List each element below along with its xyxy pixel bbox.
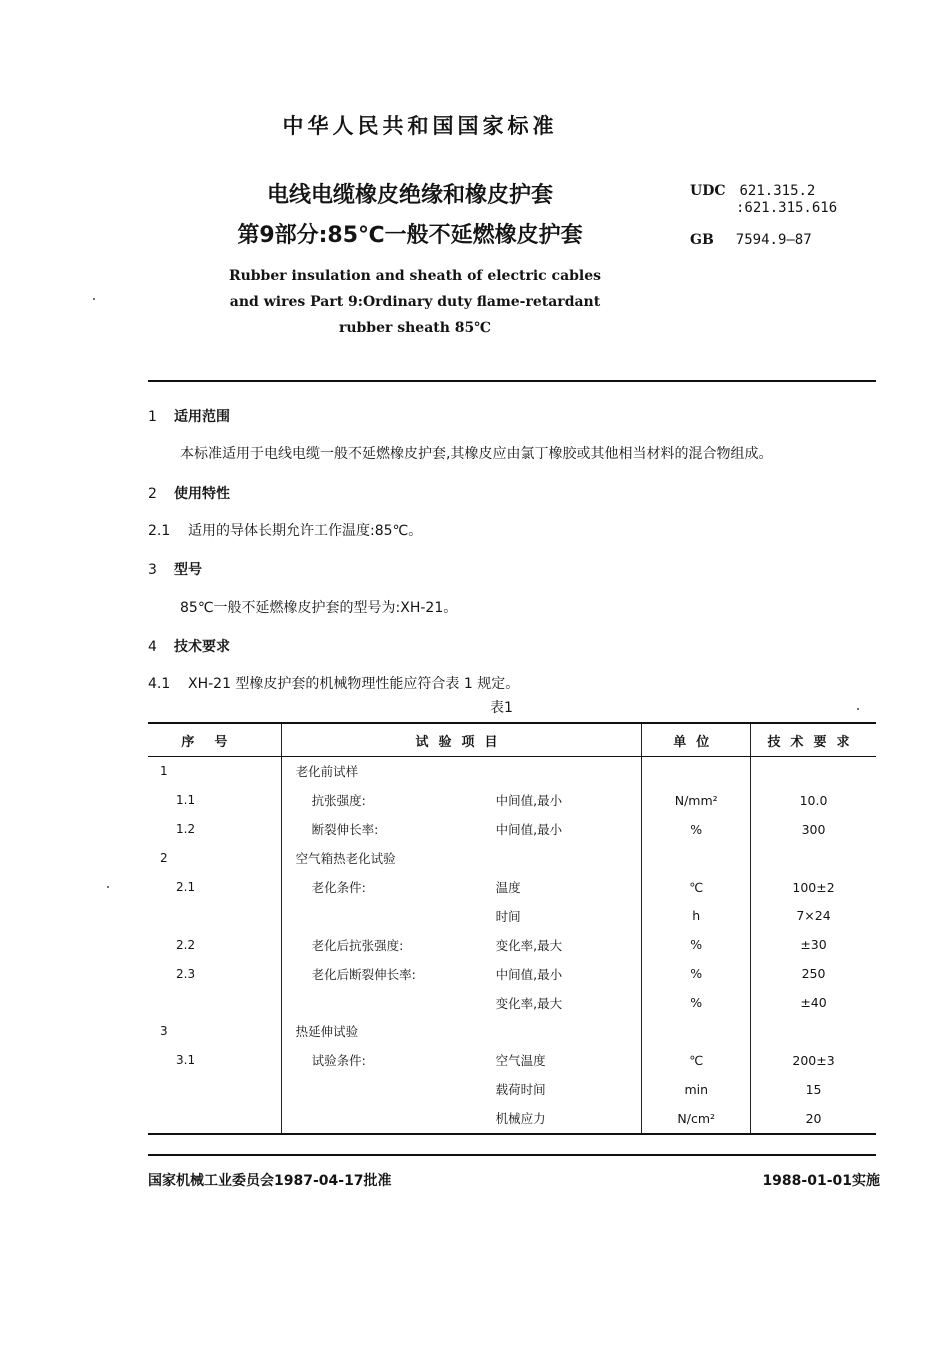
specification-table	[148, 722, 876, 1135]
row-unit: ℃	[642, 873, 751, 902]
table-row	[148, 1104, 876, 1134]
clause-text: XH-21 型橡皮护套的机械物理性能应符合表 1 规定。	[188, 676, 520, 692]
standard-heading: 中华人民共和国国家标准	[282, 114, 558, 138]
row-number: 2.2	[176, 937, 196, 952]
row-unit: N/cm²	[642, 1104, 751, 1134]
gb-code	[690, 232, 812, 248]
row-unit	[642, 844, 751, 873]
section-number: 3	[148, 562, 157, 578]
row-requirement: 300	[751, 815, 876, 844]
row-unit: N/mm²	[642, 786, 751, 815]
clause-number: 2.1	[148, 523, 171, 539]
row-unit: %	[642, 959, 751, 988]
header-unit: 单位	[642, 723, 751, 757]
row-requirement: 10.0	[751, 786, 876, 815]
table-row	[148, 1017, 876, 1046]
row-number	[148, 988, 281, 1017]
row-unit	[642, 1017, 751, 1046]
row-condition: 中间值,最小	[495, 793, 563, 809]
table-row	[148, 988, 876, 1017]
table-row	[148, 930, 876, 959]
section-number: 2	[148, 486, 157, 502]
row-requirement: 100±2	[751, 873, 876, 902]
row-requirement: 15	[751, 1075, 876, 1104]
row-number: 1.1	[176, 793, 196, 808]
udc-code	[690, 183, 815, 199]
row-condition: 中间值,最小	[495, 966, 563, 982]
paragraph-scope: 本标准适用于电线电缆一般不延燃橡皮护套,其橡皮应由氯丁橡胶或其他相当材料的混合物组成。	[180, 446, 773, 462]
row-number: 1.2	[176, 822, 196, 837]
row-unit: %	[642, 988, 751, 1017]
paragraph-4-1	[148, 673, 519, 693]
row-item: 热延伸试验	[295, 1024, 359, 1040]
section-4-heading	[148, 636, 230, 656]
row-number: 2.1	[176, 880, 196, 894]
row-unit: %	[642, 930, 751, 959]
row-requirement: 200±3	[751, 1046, 876, 1075]
paragraph-2-1	[148, 520, 422, 540]
table-header-row	[148, 723, 876, 757]
row-requirement: 7×24	[751, 901, 876, 930]
section-number: 4	[148, 639, 157, 655]
row-item: 抗张强度:	[311, 793, 366, 809]
row-condition: 中间值,最小	[495, 822, 563, 838]
clause-number: 4.1	[148, 676, 171, 692]
row-unit: ℃	[642, 1046, 751, 1075]
table-row	[148, 959, 876, 988]
clause-text: 适用的导体长期允许工作温度:85℃。	[188, 523, 423, 539]
row-unit: h	[642, 901, 751, 930]
gb-value: 7594.9—87	[735, 232, 812, 248]
udc-value: 621.315.2	[739, 183, 816, 199]
row-item: 试验条件:	[311, 1053, 366, 1069]
row-number	[148, 1104, 281, 1134]
header-number: 序号	[148, 723, 281, 757]
section-title: 型号	[174, 562, 202, 578]
section-number: 1	[148, 409, 157, 425]
table-row	[148, 873, 876, 902]
row-item: 空气箱热老化试验	[295, 851, 396, 867]
scan-speck	[107, 886, 109, 888]
paragraph-model: 85℃一般不延燃橡皮护套的型号为:XH-21。	[180, 600, 458, 616]
table-caption: 表1	[490, 700, 513, 716]
row-item: 老化条件:	[311, 880, 366, 895]
row-requirement	[751, 757, 876, 786]
row-unit	[642, 757, 751, 786]
row-number: 2.3	[176, 966, 196, 981]
row-number: 3	[160, 1024, 168, 1039]
section-title: 技术要求	[174, 639, 230, 655]
row-condition: 空气温度	[495, 1053, 546, 1069]
udc-label: UDC	[690, 183, 726, 199]
udc-value-secondary: :621.315.616	[736, 200, 838, 216]
section-3-heading	[148, 559, 202, 579]
row-number	[148, 1075, 281, 1104]
section-title: 适用范围	[174, 409, 230, 425]
row-condition: 变化率,最大	[495, 995, 563, 1011]
table-row	[148, 815, 876, 844]
row-requirement: 20	[751, 1104, 876, 1134]
gb-label: GB	[690, 232, 714, 248]
section-title: 使用特性	[174, 486, 230, 502]
english-title-line-2: and wires Part 9:Ordinary duty flame-retardant	[229, 294, 601, 310]
row-item: 老化前试样	[295, 764, 359, 780]
row-condition: 时间	[495, 908, 521, 924]
scan-speck	[93, 298, 95, 300]
row-unit: min	[642, 1075, 751, 1104]
row-number	[148, 901, 281, 930]
row-item: 老化后断裂伸长率:	[311, 966, 416, 982]
row-item: 断裂伸长率:	[311, 822, 379, 838]
section-1-heading	[148, 406, 230, 426]
row-number: 2	[160, 851, 168, 866]
table-row	[148, 844, 876, 873]
row-condition: 温度	[495, 880, 521, 895]
title-line-2: 第9部分:85℃一般不延燃橡皮护套	[237, 223, 583, 248]
approval-date: 国家机械工业委员会1987-04-17批准	[148, 1173, 392, 1189]
row-number: 1	[160, 764, 168, 779]
implementation-date: 1988-01-01实施	[762, 1173, 880, 1189]
table-row	[148, 1046, 876, 1075]
scan-speck	[857, 708, 859, 710]
table-row	[148, 901, 876, 930]
row-requirement: ±40	[751, 988, 876, 1017]
english-title-line-3: rubber sheath 85℃	[338, 320, 492, 336]
section-2-heading	[148, 483, 230, 503]
header-requirement: 技术要求	[751, 723, 876, 757]
table-row	[148, 757, 876, 786]
row-requirement: 250	[751, 959, 876, 988]
row-item: 老化后抗张强度:	[311, 937, 404, 953]
table-row	[148, 1075, 876, 1104]
row-requirement	[751, 1017, 876, 1046]
header-rule	[148, 380, 876, 382]
row-condition: 变化率,最大	[495, 937, 563, 953]
footer-rule	[148, 1154, 876, 1156]
row-number: 3.1	[176, 1053, 196, 1068]
row-condition: 载荷时间	[495, 1082, 546, 1098]
row-requirement	[751, 844, 876, 873]
title-line-1: 电线电缆橡皮绝缘和橡皮护套	[266, 183, 553, 208]
row-condition: 机械应力	[495, 1111, 546, 1127]
header-test-item: 试验项目	[281, 723, 642, 757]
english-title-line-1: Rubber insulation and sheath of electric cables	[228, 268, 602, 284]
row-requirement: ±30	[751, 930, 876, 959]
row-unit: %	[642, 815, 751, 844]
table-row	[148, 786, 876, 815]
